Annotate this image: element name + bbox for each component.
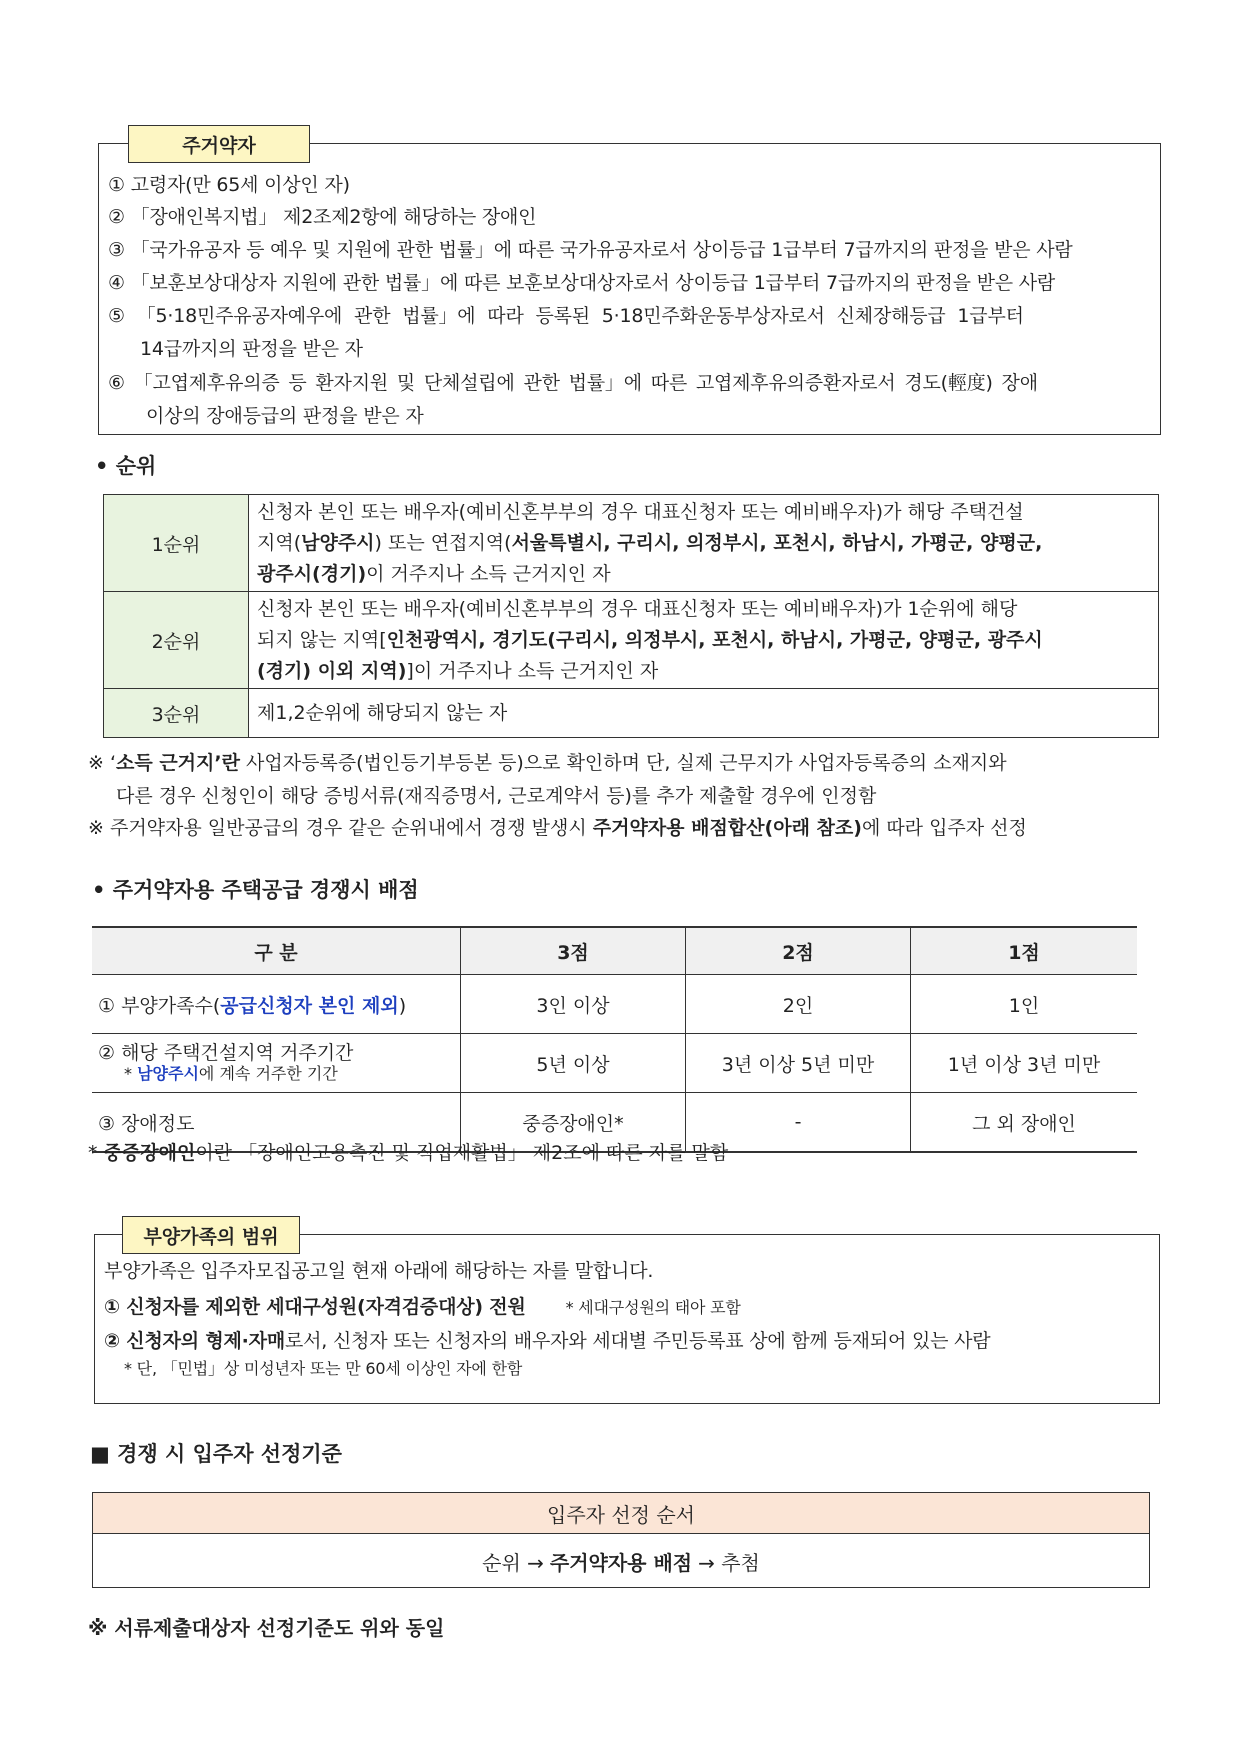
table-row	[104, 495, 1159, 592]
score-row-label: ③ 장애정도	[92, 1093, 461, 1153]
selection-heading: ■ 경쟁 시 입주자 선정기준	[90, 1442, 342, 1466]
weak-item-5: ⑤ 「5·18민주유공자예우에 관한 법률」에 따라 등록된 5·18민주화운동부상자로서 신체장해등급 1급부터	[108, 305, 1024, 327]
score-heading: • 주거약자용 주택공급 경쟁시 배점	[92, 878, 419, 902]
selection-order: 순위 → 주거약자용 배점 → 추첨	[482, 1550, 760, 1575]
rank-label: 1순위	[104, 495, 249, 592]
score-row-label: ② 해당 주택건설지역 거주기간 * 남양주시에 계속 거주한 기간	[92, 1034, 461, 1093]
dependents-intro: 부양가족은 입주자모집공고일 현재 아래에 해당하는 자를 말합니다.	[104, 1260, 654, 1282]
score-table	[92, 926, 1137, 1153]
rank-desc	[249, 592, 1159, 689]
rank-label: 2순위	[104, 592, 249, 689]
dependents-item-1: ① 신청자를 제외한 세대구성원(자격검증대상) 전원 * 세대구성원의 태아 포함	[104, 1296, 741, 1318]
dependents-title: 부양가족의 범위	[122, 1216, 300, 1254]
score-cell: 1인	[911, 975, 1138, 1034]
table-row	[104, 689, 1159, 738]
rank-1-line2: 지역(남양주시) 또는 연접지역(서울특별시, 구리시, 의정부시, 포천시, 하남시, 가평군, 양평군,	[257, 531, 1043, 554]
weak-item-3: ③ 「국가유공자 등 예우 및 지원에 관한 법률」에 따른 국가유공자로서 상이등급 1급부터 7급까지의 판정을 받은 사람	[108, 239, 1073, 261]
score-col-header: 구 분	[92, 927, 461, 975]
rank-table	[103, 494, 1159, 738]
table-row	[92, 975, 1137, 1034]
weak-item-4: ④ 「보훈보상대상자 지원에 관한 법률」에 따른 보훈보상대상자로서 상이등급 1급부터 7급까지의 판정을 받은 사람	[108, 272, 1056, 294]
table-row	[104, 592, 1159, 689]
note-income-base-cont: 다른 경우 신청인이 해당 증빙서류(재직증명서, 근로계약서 등)를 추가 제출할 경우에 인정함	[116, 785, 877, 807]
selection-footer: ※ 서류제출대상자 선정기준도 위와 동일	[88, 1616, 445, 1640]
weak-item-1: ① 고령자(만 65세 이상인 자)	[108, 174, 350, 196]
score-cell: 중증장애인*	[461, 1093, 686, 1153]
score-cell: -	[686, 1093, 911, 1153]
weak-persons-title: 주거약자	[128, 125, 310, 163]
score-footnote: * 중증장애인이란 「장애인고용촉진 및 직업재활법」 제2조에 따른 자를 말함	[88, 1142, 729, 1164]
score-row-label: ① 부양가족수(공급신청자 본인 제외)	[92, 975, 461, 1034]
table-row	[92, 927, 1137, 975]
score-cell: 그 외 장애인	[911, 1093, 1138, 1153]
selection-table-header: 입주자 선정 순서	[93, 1493, 1149, 1534]
rank-2-line2: 되지 않는 지역[인천광역시, 경기도(구리시, 의정부시, 포천시, 하남시, 가평군, 양평군, 광주시	[257, 628, 1043, 651]
rank-1-line3: 광주시(경기)이 거주지나 소득 근거지인 자	[257, 562, 611, 585]
score-col-header: 3점	[461, 927, 686, 975]
score-cell: 1년 이상 3년 미만	[911, 1034, 1138, 1093]
rank-1-line1: 신청자 본인 또는 배우자(예비신혼부부의 경우 대표신청자 또는 예비배우자)가 해당 주택건설	[257, 500, 1024, 523]
selection-table	[92, 1492, 1150, 1588]
dependents-item-2: ② 신청자의 형제·자매로서, 신청자 또는 신청자의 배우자와 세대별 주민등록표 상에 함께 등재되어 있는 사람	[104, 1330, 991, 1352]
score-col-header: 1점	[911, 927, 1138, 975]
rank-2-line3: (경기) 이외 지역)]이 거주지나 소득 근거지인 자	[257, 659, 659, 682]
rank-desc	[249, 495, 1159, 592]
note-income-base: ※ ‘소득 근거지’란 사업자등록증(법인등기부등본 등)으로 확인하며 단, 실제 근무지가 사업자등록증의 소재지와	[88, 752, 1007, 774]
rank-2-line1: 신청자 본인 또는 배우자(예비신혼부부의 경우 대표신청자 또는 예비배우자)가 1순위에 해당	[257, 597, 1018, 620]
rank-desc: 제1,2순위에 해당되지 않는 자	[249, 689, 1159, 738]
score-cell: 3인 이상	[461, 975, 686, 1034]
dependents-note: * 단, 「민법」상 미성년자 또는 만 60세 이상인 자에 한함	[124, 1359, 523, 1378]
rank-label: 3순위	[104, 689, 249, 738]
note-weak-score: ※ 주거약자용 일반공급의 경우 같은 순위내에서 경쟁 발생시 주거약자용 배점합산(아래 참조)에 따라 입주자 선정	[88, 817, 1027, 839]
weak-item-6-cont: 이상의 장애등급의 판정을 받은 자	[146, 405, 424, 427]
table-row	[92, 1034, 1137, 1093]
weak-item-2: ② 「장애인복지법」 제2조제2항에 해당하는 장애인	[108, 206, 537, 228]
score-cell: 3년 이상 5년 미만	[686, 1034, 911, 1093]
score-cell: 5년 이상	[461, 1034, 686, 1093]
rank-heading: • 순위	[95, 454, 157, 478]
weak-item-6: ⑥ 「고엽제후유의증 등 환자지원 및 단체설립에 관한 법률」에 따른 고엽제후유의증환자로서 경도(輕度) 장애	[108, 372, 1038, 394]
score-cell: 2인	[686, 975, 911, 1034]
weak-item-5-cont: 14급까지의 판정을 받은 자	[140, 338, 363, 360]
score-col-header: 2점	[686, 927, 911, 975]
